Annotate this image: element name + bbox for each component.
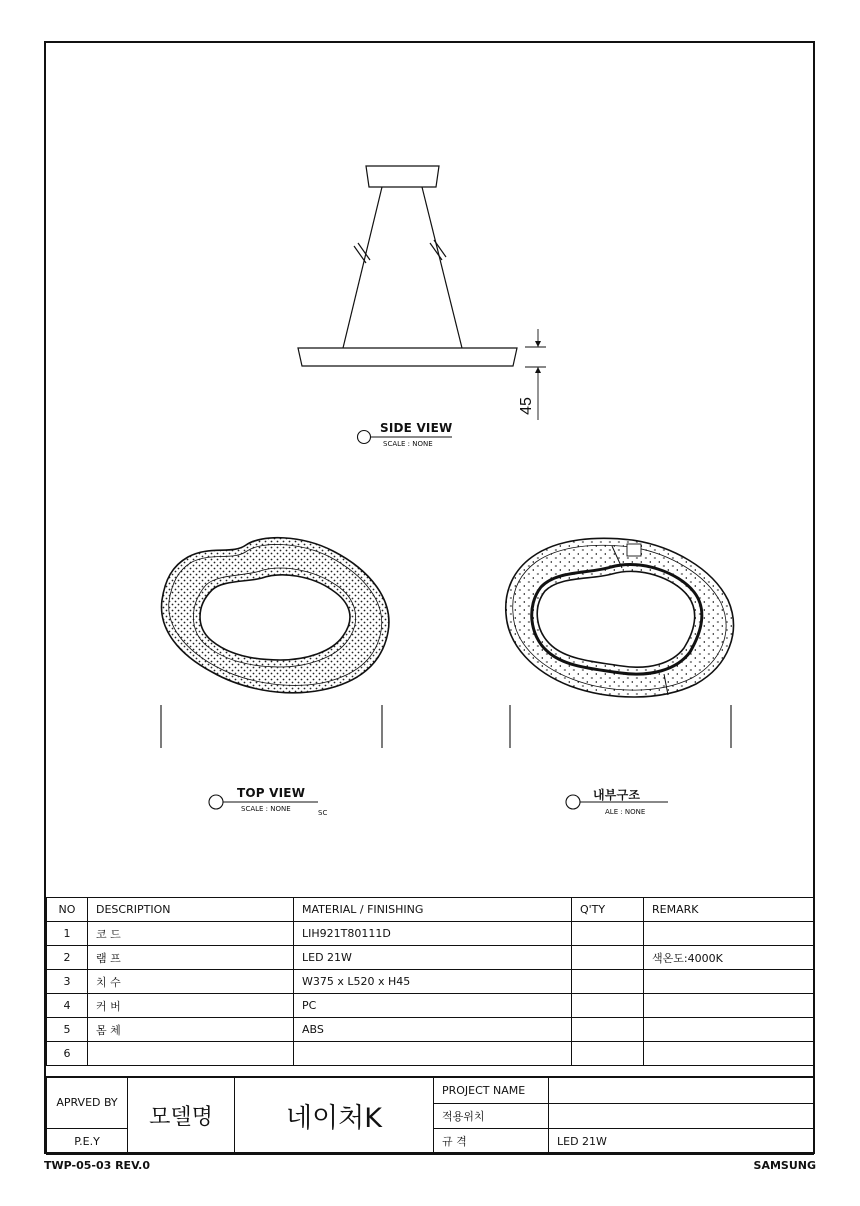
approved-by-label: APRVED BY — [47, 1077, 128, 1128]
header-qty: Q'TY — [572, 898, 644, 922]
project-name-label: PROJECT NAME — [434, 1077, 549, 1103]
row-no: 3 — [47, 970, 88, 994]
spec-label: 규 격 — [434, 1128, 549, 1154]
row-description: 코 드 — [88, 922, 294, 946]
row-qty — [572, 922, 644, 946]
top-view-title: TOP VIEW — [237, 786, 306, 800]
side-view-scale: SCALE : NONE — [383, 440, 433, 448]
side-view-marker — [358, 431, 371, 444]
row-no: 6 — [47, 1042, 88, 1066]
title-block — [46, 1076, 814, 1155]
inner-view-scale: ALE : NONE — [605, 808, 646, 816]
top-view-scale-suffix: SC — [318, 809, 328, 817]
header-no: NO — [47, 898, 88, 922]
suspension-wire-left — [343, 187, 382, 348]
row-description: 램 프 — [88, 946, 294, 970]
inner-view-title: 내부구조 — [593, 788, 641, 802]
table-row — [47, 946, 814, 970]
row-qty — [572, 946, 644, 970]
row-description: 커 버 — [88, 994, 294, 1018]
lamp-body-profile — [298, 348, 517, 366]
location-label: 적용위치 — [434, 1103, 549, 1128]
model-label: 모델명 — [128, 1077, 235, 1154]
table-row — [47, 1042, 814, 1066]
table-row — [47, 1018, 814, 1042]
spec-table — [46, 897, 814, 1066]
row-material — [294, 1042, 572, 1066]
height-dimension: 45 — [518, 397, 535, 415]
row-no: 4 — [47, 994, 88, 1018]
header-material: MATERIAL / FINISHING — [294, 898, 572, 922]
row-material: W375 x L520 x H45 — [294, 970, 572, 994]
side-view-drawing — [298, 166, 546, 420]
row-material: LIH921T80111D — [294, 922, 572, 946]
row-remark: 색온도:4000K — [644, 946, 814, 970]
top-view-drawing — [161, 538, 389, 748]
model-name: 네이처K — [235, 1077, 434, 1154]
table-row — [47, 922, 814, 946]
row-material: ABS — [294, 1018, 572, 1042]
row-qty — [572, 994, 644, 1018]
project-name-value — [549, 1077, 814, 1103]
row-no: 2 — [47, 946, 88, 970]
row-remark — [644, 922, 814, 946]
row-qty — [572, 970, 644, 994]
row-description: 몸 체 — [88, 1018, 294, 1042]
doc-code: TWP-05-03 REV.0 — [44, 1159, 150, 1172]
row-remark — [644, 994, 814, 1018]
row-description — [88, 1042, 294, 1066]
company-name: SAMSUNG — [753, 1159, 816, 1172]
suspension-wire-right — [422, 187, 462, 348]
location-value — [549, 1103, 814, 1128]
side-view-title: SIDE VIEW — [380, 421, 453, 435]
table-row — [47, 970, 814, 994]
row-remark — [644, 1018, 814, 1042]
row-material: LED 21W — [294, 946, 572, 970]
row-qty — [572, 1018, 644, 1042]
spec-table-header — [47, 898, 814, 922]
row-remark — [644, 970, 814, 994]
approved-by-value: P.E.Y — [47, 1128, 128, 1154]
row-no: 5 — [47, 1018, 88, 1042]
inner-view-marker — [566, 795, 580, 809]
top-view-marker — [209, 795, 223, 809]
row-remark — [644, 1042, 814, 1066]
top-view-scale: SCALE : NONE — [241, 805, 291, 813]
table-row — [47, 994, 814, 1018]
header-description: DESCRIPTION — [88, 898, 294, 922]
row-qty — [572, 1042, 644, 1066]
row-material: PC — [294, 994, 572, 1018]
spec-value: LED 21W — [549, 1128, 814, 1154]
header-remark: REMARK — [644, 898, 814, 922]
row-description: 치 수 — [88, 970, 294, 994]
inner-structure-drawing — [506, 538, 734, 748]
row-no: 1 — [47, 922, 88, 946]
ceiling-canopy — [366, 166, 439, 187]
